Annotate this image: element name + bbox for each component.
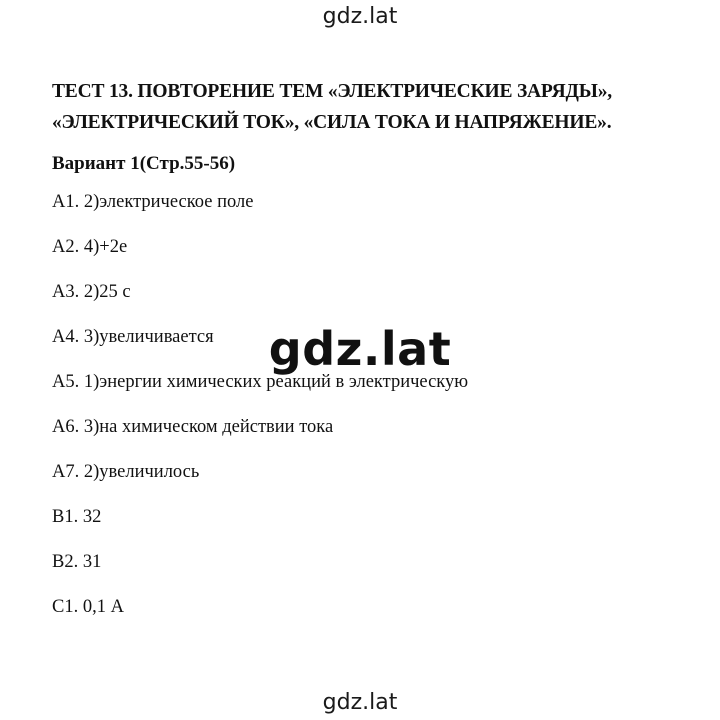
test-title-line-2: «ЭЛЕКТРИЧЕСКИЙ ТОК», «СИЛА ТОКА И НАПРЯЖЕНИЕ». xyxy=(52,112,612,133)
test-title xyxy=(52,76,692,138)
answer-b1: В1. 32 xyxy=(52,507,102,527)
answer-a7: А7. 2)увеличилось xyxy=(52,462,200,482)
test-title-line-1: ТЕСТ 13. ПОВТОРЕНИЕ ТЕМ «ЭЛЕКТРИЧЕСКИЕ ЗАРЯДЫ», xyxy=(52,81,612,102)
watermark-center: gdz.lat xyxy=(268,322,452,376)
answer-a3: А3. 2)25 с xyxy=(52,282,131,302)
answer-list xyxy=(52,190,692,619)
answer-a4: А4. 3)увеличивается xyxy=(52,327,214,347)
watermark-bottom: gdz.lat xyxy=(322,690,398,715)
variant-heading: Вариант 1(Стр.55-56) xyxy=(52,153,236,174)
answer-b2: В2. 31 xyxy=(52,552,102,572)
answer-a1: А1. 2)электрическое поле xyxy=(52,192,254,212)
answer-a5: А5. 1)энергии химических реакций в электрическую xyxy=(52,372,469,392)
answer-a2: А2. 4)+2е xyxy=(52,237,128,257)
answer-a6: А6. 3)на химическом действии тока xyxy=(52,417,334,437)
watermark-top: gdz.lat xyxy=(322,4,398,29)
answer-c1: С1. 0,1 А xyxy=(52,597,124,617)
